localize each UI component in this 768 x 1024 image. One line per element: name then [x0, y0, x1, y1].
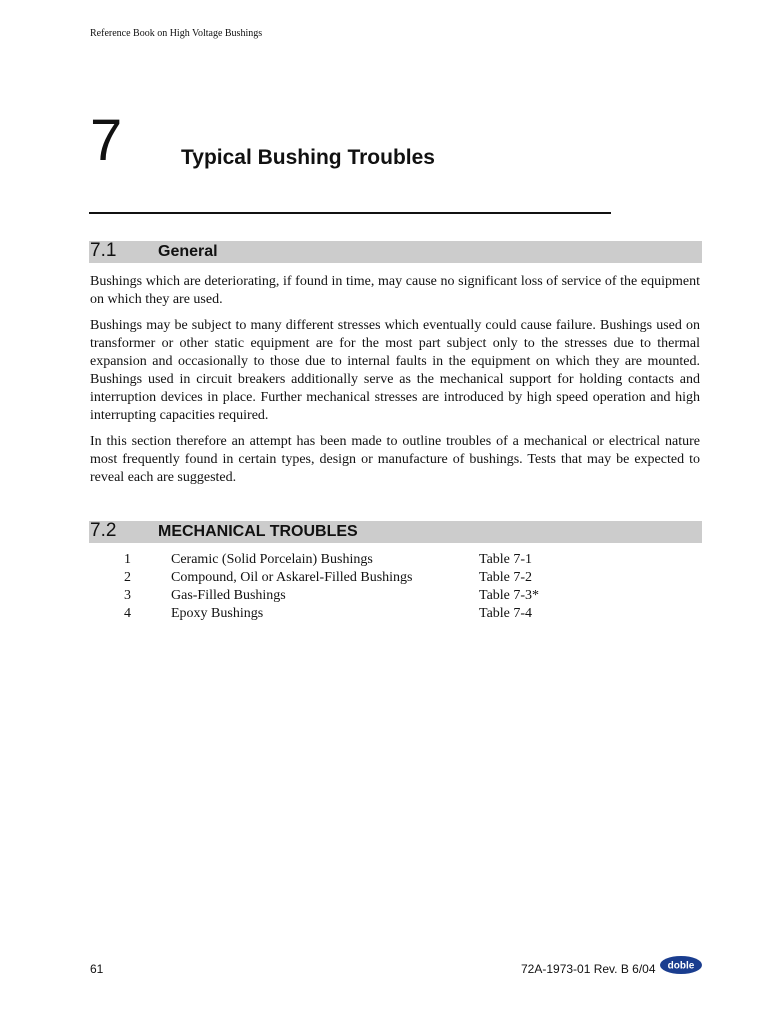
chapter-divider — [89, 212, 611, 214]
section-number: 7.2 — [90, 520, 117, 541]
table-reference: Table 7-2 — [479, 570, 533, 585]
logo-text: doble — [667, 960, 695, 972]
mechanical-troubles-list — [90, 551, 700, 623]
doble-logo-icon — [659, 955, 703, 975]
section-title: General — [158, 243, 218, 260]
list-item-index: 1 — [124, 552, 131, 567]
list-item — [90, 551, 700, 569]
list-item-index: 2 — [124, 570, 131, 585]
list-item-label: Gas-Filled Bushings — [171, 588, 286, 603]
page-number: 61 — [90, 962, 104, 976]
list-item — [90, 569, 700, 587]
chapter-number: 7 — [90, 108, 123, 173]
section-heading-general — [89, 241, 702, 263]
document-id: 72A-1973-01 Rev. B 6/04 — [521, 962, 656, 976]
list-item-label: Ceramic (Solid Porcelain) Bushings — [171, 552, 373, 567]
section-body-general — [90, 273, 700, 495]
list-item — [90, 605, 700, 623]
list-item-label: Compound, Oil or Askarel-Filled Bushings — [171, 570, 413, 585]
table-reference: Table 7-1 — [479, 552, 533, 567]
paragraph: Bushings may be subject to many different stresses which eventually could cause failure. Bushings used on transformer or other static equipment are for the most part subject only to the stresses due to thermal expansion and occasionally to those due to internal faults in the equipment on which they are mounted. Bushings used in circuit breakers additionally serve as the mechanical support for holding contacts and interruption devices in place. Further mechanical stresses are introduced by high speed operation and high interrupting capacities required. — [90, 318, 700, 423]
section-number: 7.1 — [90, 240, 117, 261]
chapter-title: Typical Bushing Troubles — [181, 146, 435, 169]
list-item-index: 3 — [124, 588, 131, 603]
list-item-label: Epoxy Bushings — [171, 606, 264, 621]
running-header: Reference Book on High Voltage Bushings — [90, 28, 263, 39]
section-heading-mechanical-troubles — [89, 521, 702, 543]
table-reference: Table 7-3* — [479, 588, 540, 603]
paragraph: Bushings which are deteriorating, if found in time, may cause no significant loss of service of the equipment on which they are used. — [90, 274, 700, 307]
list-item-index: 4 — [124, 606, 131, 621]
paragraph: In this section therefore an attempt has been made to outline troubles of a mechanical or electrical nature most frequently found in certain types, design or manufacture of bushings. Tests that may be expected to reveal each are suggested. — [90, 434, 700, 485]
list-item — [90, 587, 700, 605]
section-title: MECHANICAL TROUBLES — [158, 523, 358, 540]
table-reference: Table 7-4 — [479, 606, 533, 621]
